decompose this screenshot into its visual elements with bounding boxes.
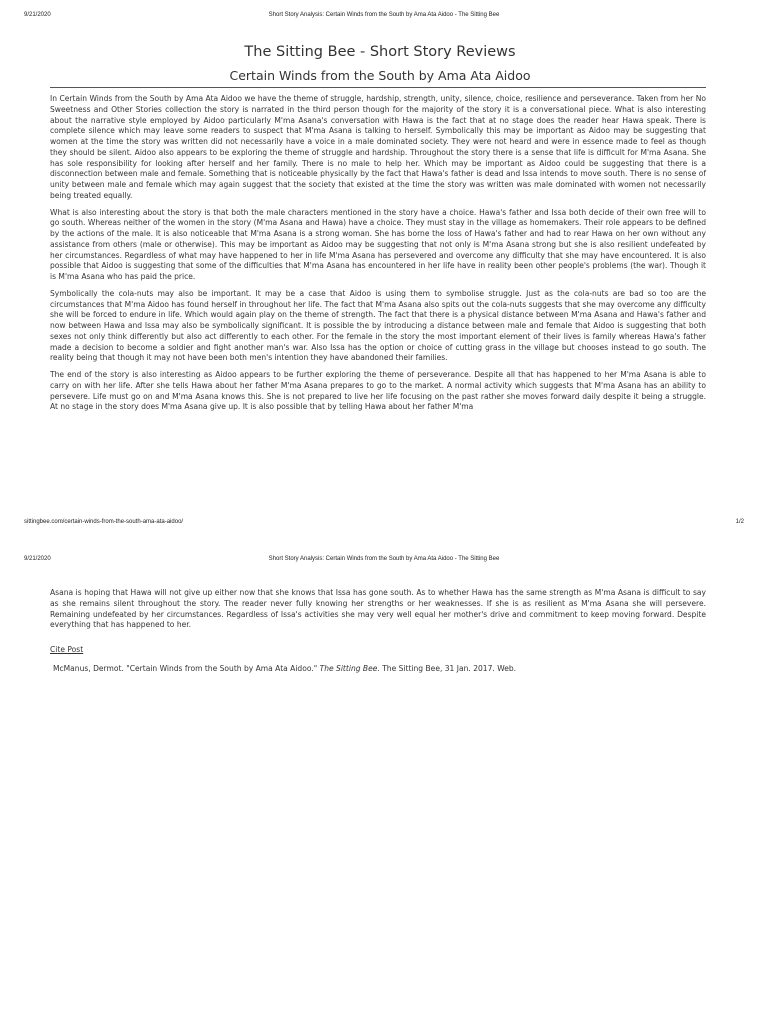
page-1: [0, 0, 768, 492]
print-date: 9/21/2020: [24, 12, 51, 18]
cite-post-link[interactable]: Cite Post: [50, 645, 84, 654]
article-paragraph: In Certain Winds from the South by Ama Ata Aidoo we have the theme of struggle, hardship, strength, unity, silence, choice, resilience and perseverance. Taken from her No Sweetness and Other Stories collection the story is narrated in the third person though for the majority of the story it is a conversational piece. What is also interesting about the narrative style employed by Aidoo particularly M'ma Asana's conversation with Hawa is the fact that at no stage does the reader hear Hawa speak. There is complete silence which may leave some readers to suspect that M'ma Asana is talking to herself. Symbolically this may be important as Aidoo may be suggesting that women at the time the story was written did not necessarily have a voice in a male dominated society. They were not heard and were in essence made to feel as though they should be silent. Aidoo also appears to be exploring the theme of struggle and hardship. Throughout the story there is a sense that life is difficult for M'ma Asana. She has sole responsibility for looking after herself and her family. There is no male to help her. Which may be important as Aidoo could be suggesting that there is a disconnection between male and female. Something that is noticeable physically by the fact that Hawa's father is dead and Issa intends to move south. There is no sense of unity between male and female which may again suggest that the society that existed at the time the story was written was male dominated with women not necessarily being treated equally.: [50, 94, 706, 200]
print-date: 9/21/2020: [24, 556, 51, 562]
citation-suffix: . The Sitting Bee, 31 Jan. 2017. Web.: [377, 664, 517, 673]
citation: [50, 663, 706, 674]
article-paragraph: Asana is hoping that Hawa will not give up either now that she knows that Issa has gone south. As to whether Hawa has the same strength as M'ma Asana is difficult to say as she remains silent throughout the story. The reader never fully knowing her strengths or her weaknesses. If she is as resilient as M'ma Asana she will persevere. Remaining undefeated by her circumstances. Regardless of Issa's activities she may very well equal her mother's drive and commitment to keep moving forward. Despite everything that has happened to her.: [50, 588, 706, 630]
article-body-page-2: [50, 588, 706, 674]
article-body: [50, 94, 706, 419]
citation-source: The Sitting Bee: [319, 664, 378, 673]
citation-prefix: McManus, Dermot. "Certain Winds from the South by Ama Ata Aidoo.": [53, 664, 320, 673]
print-page-number: 1/2: [735, 519, 744, 525]
print-url: sittingbee.com/certain-winds-from-the-south-ama-ata-aidoo/: [24, 519, 184, 525]
article-paragraph: The end of the story is also interesting as Aidoo appears to be further exploring the theme of perseverance. Despite all that has happened to her M'ma Asana is able to carry on with her life. After she tells Hawa about her father M'ma Asana prepares to go to the market. A normal activity which suggests that M'ma Asana has an ability to persevere. Life must go on and M'ma Asana knows this. She is not prepared to live her life focusing on the past rather she moves forward daily despite it being a struggle. At no stage in the story does M'ma Asana give up. It is also possible that by telling Hawa about her father M'ma: [50, 370, 706, 412]
print-footer: [0, 519, 768, 531]
site-title[interactable]: The Sitting Bee - Short Story Reviews: [244, 44, 516, 60]
title-divider: [50, 87, 706, 88]
print-page-title: Short Story Analysis: Certain Winds from the South by Ama Ata Aidoo - The Sitting Bee: [268, 556, 500, 562]
print-header-page-2: [0, 556, 768, 568]
article-paragraph: Symbolically the cola-nuts may also be important. It may be a case that Aidoo is using them to symbolise struggle. Just as the cola-nuts are bad so too are the circumstances that M'ma Aidoo has found herself in throughout her life. The fact that M'ma Asana also spits out the cola-nuts suggests that she may overcome any difficulty she will be forced to endure in life. Which would again play on the theme of strength. The fact that there is a physical distance between M'ma Asana and Hawa's father and now between Hawa and Issa may also be symbolically significant. It is possible the by introducing a distance between male and female that Aidoo is suggesting that both sexes not only think differently but also act differently to each other. For the female in the story the most important element of their lives is family whereas Hawa's father made a decision to become a soldier and fight another man's war. Also Issa has the option or choice of cutting grass in the village but chooses instead to go south. The reality being that though it may not have been both men's intention they have abandoned their families.: [50, 288, 706, 363]
post-title: Certain Winds from the South by Ama Ata Aidoo: [229, 68, 531, 83]
article-paragraph: What is also interesting about the story is that both the male characters mentioned in the story have a choice. Hawa's father and Issa both decide of their own free will to go south. Whereas neither of the women in the story (M'ma Asana and Hawa) have a choice. They must stay in the village as homemakers. Their role appears to be defined by the actions of the male. It is also noticeable that M'ma Asana is a strong woman. She has borne the loss of Hawa's father and had to rear Hawa on her own without any assistance from others (male or otherwise). This may be important as Aidoo may be suggesting that not only is M'ma Asana strong but she is also resilient undefeated by her circumstances. Regardless of what may have happened to her in life M'ma Asana has persevered and overcome any difficulty that she may have encountered. It is also possible that Aidoo is suggesting that some of the difficulties that M'ma Asana has encountered in her life have in reality been other people's problems (the war). Though it is M'ma Asana who has paid the price.: [50, 207, 706, 281]
print-page-title: Short Story Analysis: Certain Winds from the South by Ama Ata Aidoo - The Sitting Bee: [268, 12, 500, 18]
